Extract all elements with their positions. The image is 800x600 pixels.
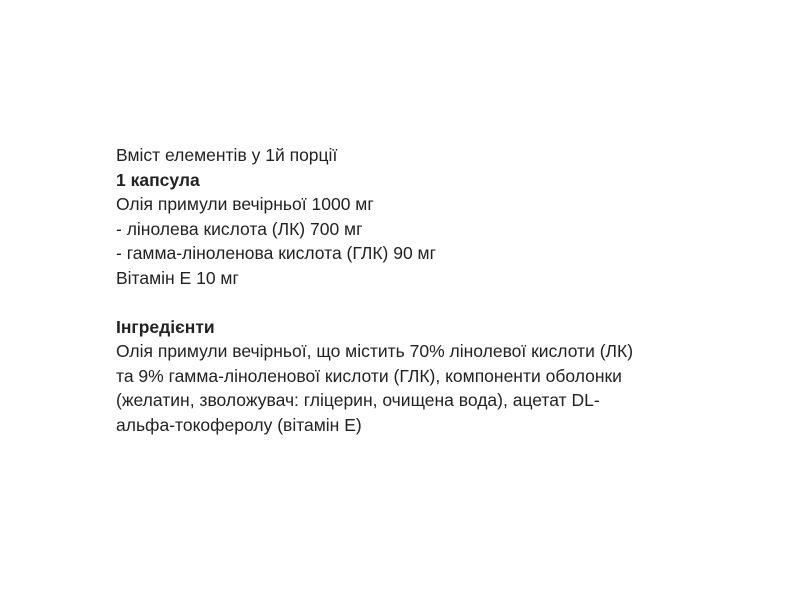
serving-size: 1 капсула (116, 169, 200, 190)
serving-line-gla: - гамма-ліноленова кислота (ГЛК) 90 мг (116, 243, 436, 263)
ingredients-line-2: та 9% гамма-ліноленової кислоти (ГЛК), компоненти оболонки (116, 365, 622, 386)
ingredients-line-1: Олія примули вечірньої, що містить 70% лінолевої кислоти (ЛК) (116, 341, 634, 361)
product-info (116, 143, 756, 437)
ingredients-line-4: альфа-токоферолу (вітамін Е) (116, 414, 362, 435)
serving-heading: Вміст елементів у 1й порції (116, 145, 338, 165)
section-spacer (116, 290, 756, 315)
ingredients-heading: Інгредієнти (116, 316, 215, 337)
serving-line-linoleic-acid: - лінолева кислота (ЛК) 700 мг (116, 218, 363, 239)
serving-line-vitamin-e: Вітамін Е 10 мг (116, 267, 239, 288)
serving-line-evening-primrose: Олія примули вечірньої 1000 мг (116, 194, 374, 214)
ingredients-line-3: (желатин, зволожувач: гліцерин, очищена вода), ацетат DL- (116, 390, 600, 410)
